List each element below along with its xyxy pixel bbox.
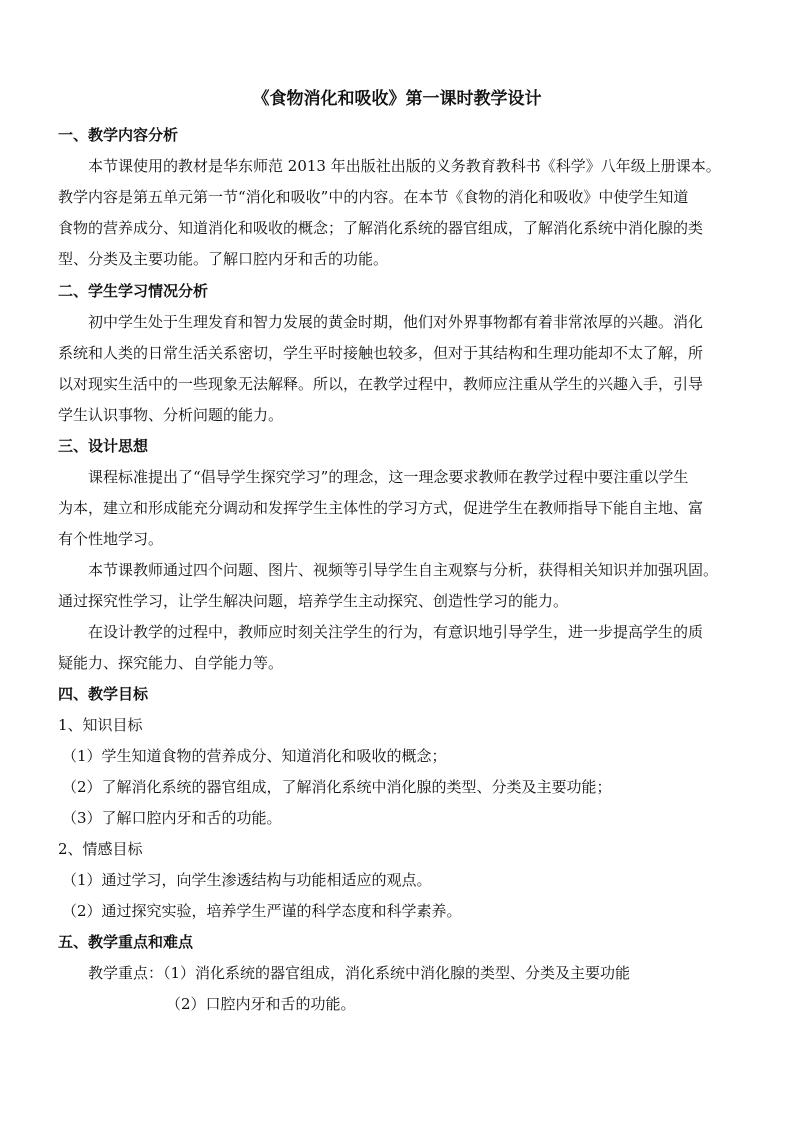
paragraph-line: 初中学生处于生理发育和智力发展的黄金时期，他们对外界事物都有着非常浓厚的兴趣。消化 [88,313,704,331]
list-item: （1）学生知道食物的营养成分、知道消化和吸收的概念； [62,747,447,765]
paragraph-line: 以对现实生活中的一些现象无法解释。所以，在教学过程中，教师应注重从学生的兴趣入手，引导 [58,375,704,393]
subheading-emotion-goals: 2、情感目标 [58,840,143,858]
section-heading-student-analysis: 二、学生学习情况分析 [58,282,209,300]
list-item: （3）了解口腔内牙和舌的功能。 [62,809,282,827]
paragraph-line: 教学重点：（1）消化系统的器官组成，消化系统中消化腺的类型、分类及主要功能 [88,964,631,982]
paragraph-line: 为本，建立和形成能充分调动和发挥学生主体性的学习方式，促进学生在教师指导下能自主地、富 [58,499,704,517]
document-title: 《食物消化和吸收》第一课时教学设计 [252,89,542,109]
paragraph-line: 本节课使用的教材是华东师范 2013 年出版社出版的义务教育教科书《科学》八年级上册课本。 [88,157,721,175]
paragraph-line: 教学内容是第五单元第一节“消化和吸收”中的内容。在本节《食物的消化和吸收》中使学生知道 [58,188,689,206]
section-heading-design-idea: 三、设计思想 [58,437,149,455]
paragraph-line: 型、分类及主要功能。了解口腔内牙和舌的功能。 [58,250,389,268]
paragraph-line: 有个性地学习。 [58,530,164,548]
section-heading-key-points: 五、教学重点和难点 [58,933,194,951]
section-heading-teaching-goals: 四、教学目标 [58,685,149,703]
paragraph-line: 在设计教学的过程中，教师应时刻关注学生的行为，有意识地引导学生，进一步提高学生的质 [88,623,704,641]
paragraph-line: 课程标准提出了“倡导学生探究学习”的理念，这一理念要求教师在教学过程中要注重以学生 [88,468,689,486]
paragraph-line: 食物的营养成分、知道消化和吸收的概念；了解消化系统的器官组成，了解消化系统中消化腺的类 [58,219,704,237]
paragraph-line: 疑能力、探究能力、自学能力等。 [58,654,284,672]
paragraph-line: （2）口腔内牙和舌的功能。 [166,995,356,1013]
list-item: （2）通过探究实验，培养学生严谨的科学态度和科学素养。 [62,902,462,920]
subheading-knowledge-goals: 1、知识目标 [58,716,143,734]
paragraph-line: 本节课教师通过四个问题、图片、视频等引导学生自主观察与分析，获得相关知识并加强巩固。 [88,561,719,579]
paragraph-line: 学生认识事物、分析问题的能力。 [58,406,284,424]
list-item: （1）通过学习，向学生渗透结构与功能相适应的观点。 [62,871,432,889]
paragraph-line: 通过探究性学习，让学生解决问题，培养学生主动探究、创造性学习的能力。 [58,592,569,610]
paragraph-line: 系统和人类的日常生活关系密切，学生平时接触也较多，但对于其结构和生理功能却不太了解，所 [58,344,704,362]
list-item: （2）了解消化系统的器官组成，了解消化系统中消化腺的类型、分类及主要功能； [62,778,612,796]
section-heading-content-analysis: 一、教学内容分析 [58,126,179,144]
